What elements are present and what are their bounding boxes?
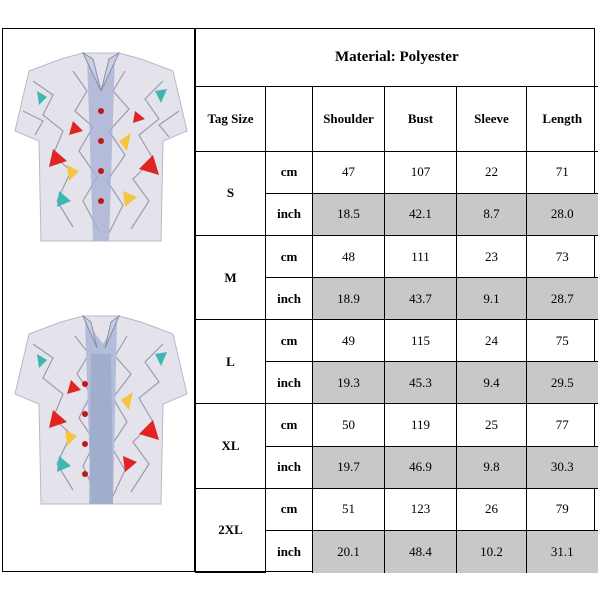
unit-cm: cm <box>266 404 313 446</box>
header-length: Length <box>527 86 598 151</box>
unit-inch: inch <box>266 446 313 488</box>
cell-sleeve-inch: 10.2 <box>457 530 527 572</box>
cell-bust-cm: 111 <box>385 236 457 278</box>
cell-length-cm: 71 <box>527 151 598 193</box>
header-sleeve: Sleeve <box>457 86 527 151</box>
cell-sleeve-inch: 9.8 <box>457 446 527 488</box>
cell-bust-cm: 107 <box>385 151 457 193</box>
cell-length-cm: 77 <box>527 404 598 446</box>
cell-sleeve-cm: 26 <box>457 488 527 530</box>
cell-shoulder-inch: 19.3 <box>313 362 385 404</box>
shirt-drawing <box>15 53 187 241</box>
cell-length-inch: 30.3 <box>527 446 598 488</box>
header-shoulder: Shoulder <box>313 86 385 151</box>
cell-shoulder-inch: 18.9 <box>313 278 385 320</box>
cell-shoulder-inch: 18.5 <box>313 193 385 235</box>
shirt-photo-open <box>13 314 189 514</box>
table-row <box>196 151 598 193</box>
size-label: S <box>196 151 266 235</box>
table-row <box>196 320 598 362</box>
cell-bust-cm: 115 <box>385 320 457 362</box>
size-label: M <box>196 236 266 320</box>
cell-shoulder-cm: 48 <box>313 236 385 278</box>
table-row <box>196 236 598 278</box>
cell-sleeve-inch: 8.7 <box>457 193 527 235</box>
cell-shoulder-cm: 50 <box>313 404 385 446</box>
cell-sleeve-inch: 9.4 <box>457 362 527 404</box>
cell-shoulder-inch: 20.1 <box>313 530 385 572</box>
cell-bust-cm: 119 <box>385 404 457 446</box>
cell-bust-inch: 48.4 <box>385 530 457 572</box>
header-tag-size: Tag Size <box>196 86 266 151</box>
size-label: XL <box>196 404 266 488</box>
title-row <box>196 29 598 86</box>
cell-length-inch: 31.1 <box>527 530 598 572</box>
cell-length-cm: 75 <box>527 320 598 362</box>
header-unit <box>266 86 313 151</box>
cell-sleeve-cm: 25 <box>457 404 527 446</box>
size-table <box>195 29 598 573</box>
table-row <box>196 488 598 530</box>
header-bust: Bust <box>385 86 457 151</box>
unit-inch: inch <box>266 530 313 572</box>
cell-bust-cm: 123 <box>385 488 457 530</box>
size-chart-frame <box>2 28 595 572</box>
cell-shoulder-cm: 49 <box>313 320 385 362</box>
product-photos <box>3 29 195 571</box>
unit-inch: inch <box>266 362 313 404</box>
cell-bust-inch: 42.1 <box>385 193 457 235</box>
unit-cm: cm <box>266 320 313 362</box>
shirt-photo-front <box>13 51 189 251</box>
cell-length-inch: 29.5 <box>527 362 598 404</box>
cell-sleeve-inch: 9.1 <box>457 278 527 320</box>
cell-sleeve-cm: 23 <box>457 236 527 278</box>
cell-shoulder-cm: 51 <box>313 488 385 530</box>
header-row <box>196 86 598 151</box>
unit-cm: cm <box>266 488 313 530</box>
unit-cm: cm <box>266 236 313 278</box>
shirt-drawing-open <box>15 316 187 504</box>
unit-cm: cm <box>266 151 313 193</box>
cell-bust-inch: 46.9 <box>385 446 457 488</box>
material-title: Material: Polyester <box>196 29 598 86</box>
cell-shoulder-inch: 19.7 <box>313 446 385 488</box>
cell-length-inch: 28.7 <box>527 278 598 320</box>
cell-sleeve-cm: 22 <box>457 151 527 193</box>
cell-bust-inch: 45.3 <box>385 362 457 404</box>
cell-length-cm: 73 <box>527 236 598 278</box>
unit-inch: inch <box>266 278 313 320</box>
cell-length-inch: 28.0 <box>527 193 598 235</box>
unit-inch: inch <box>266 193 313 235</box>
cell-shoulder-cm: 47 <box>313 151 385 193</box>
cell-sleeve-cm: 24 <box>457 320 527 362</box>
table-row <box>196 404 598 446</box>
cell-bust-inch: 43.7 <box>385 278 457 320</box>
cell-length-cm: 79 <box>527 488 598 530</box>
size-label: 2XL <box>196 488 266 572</box>
size-label: L <box>196 320 266 404</box>
